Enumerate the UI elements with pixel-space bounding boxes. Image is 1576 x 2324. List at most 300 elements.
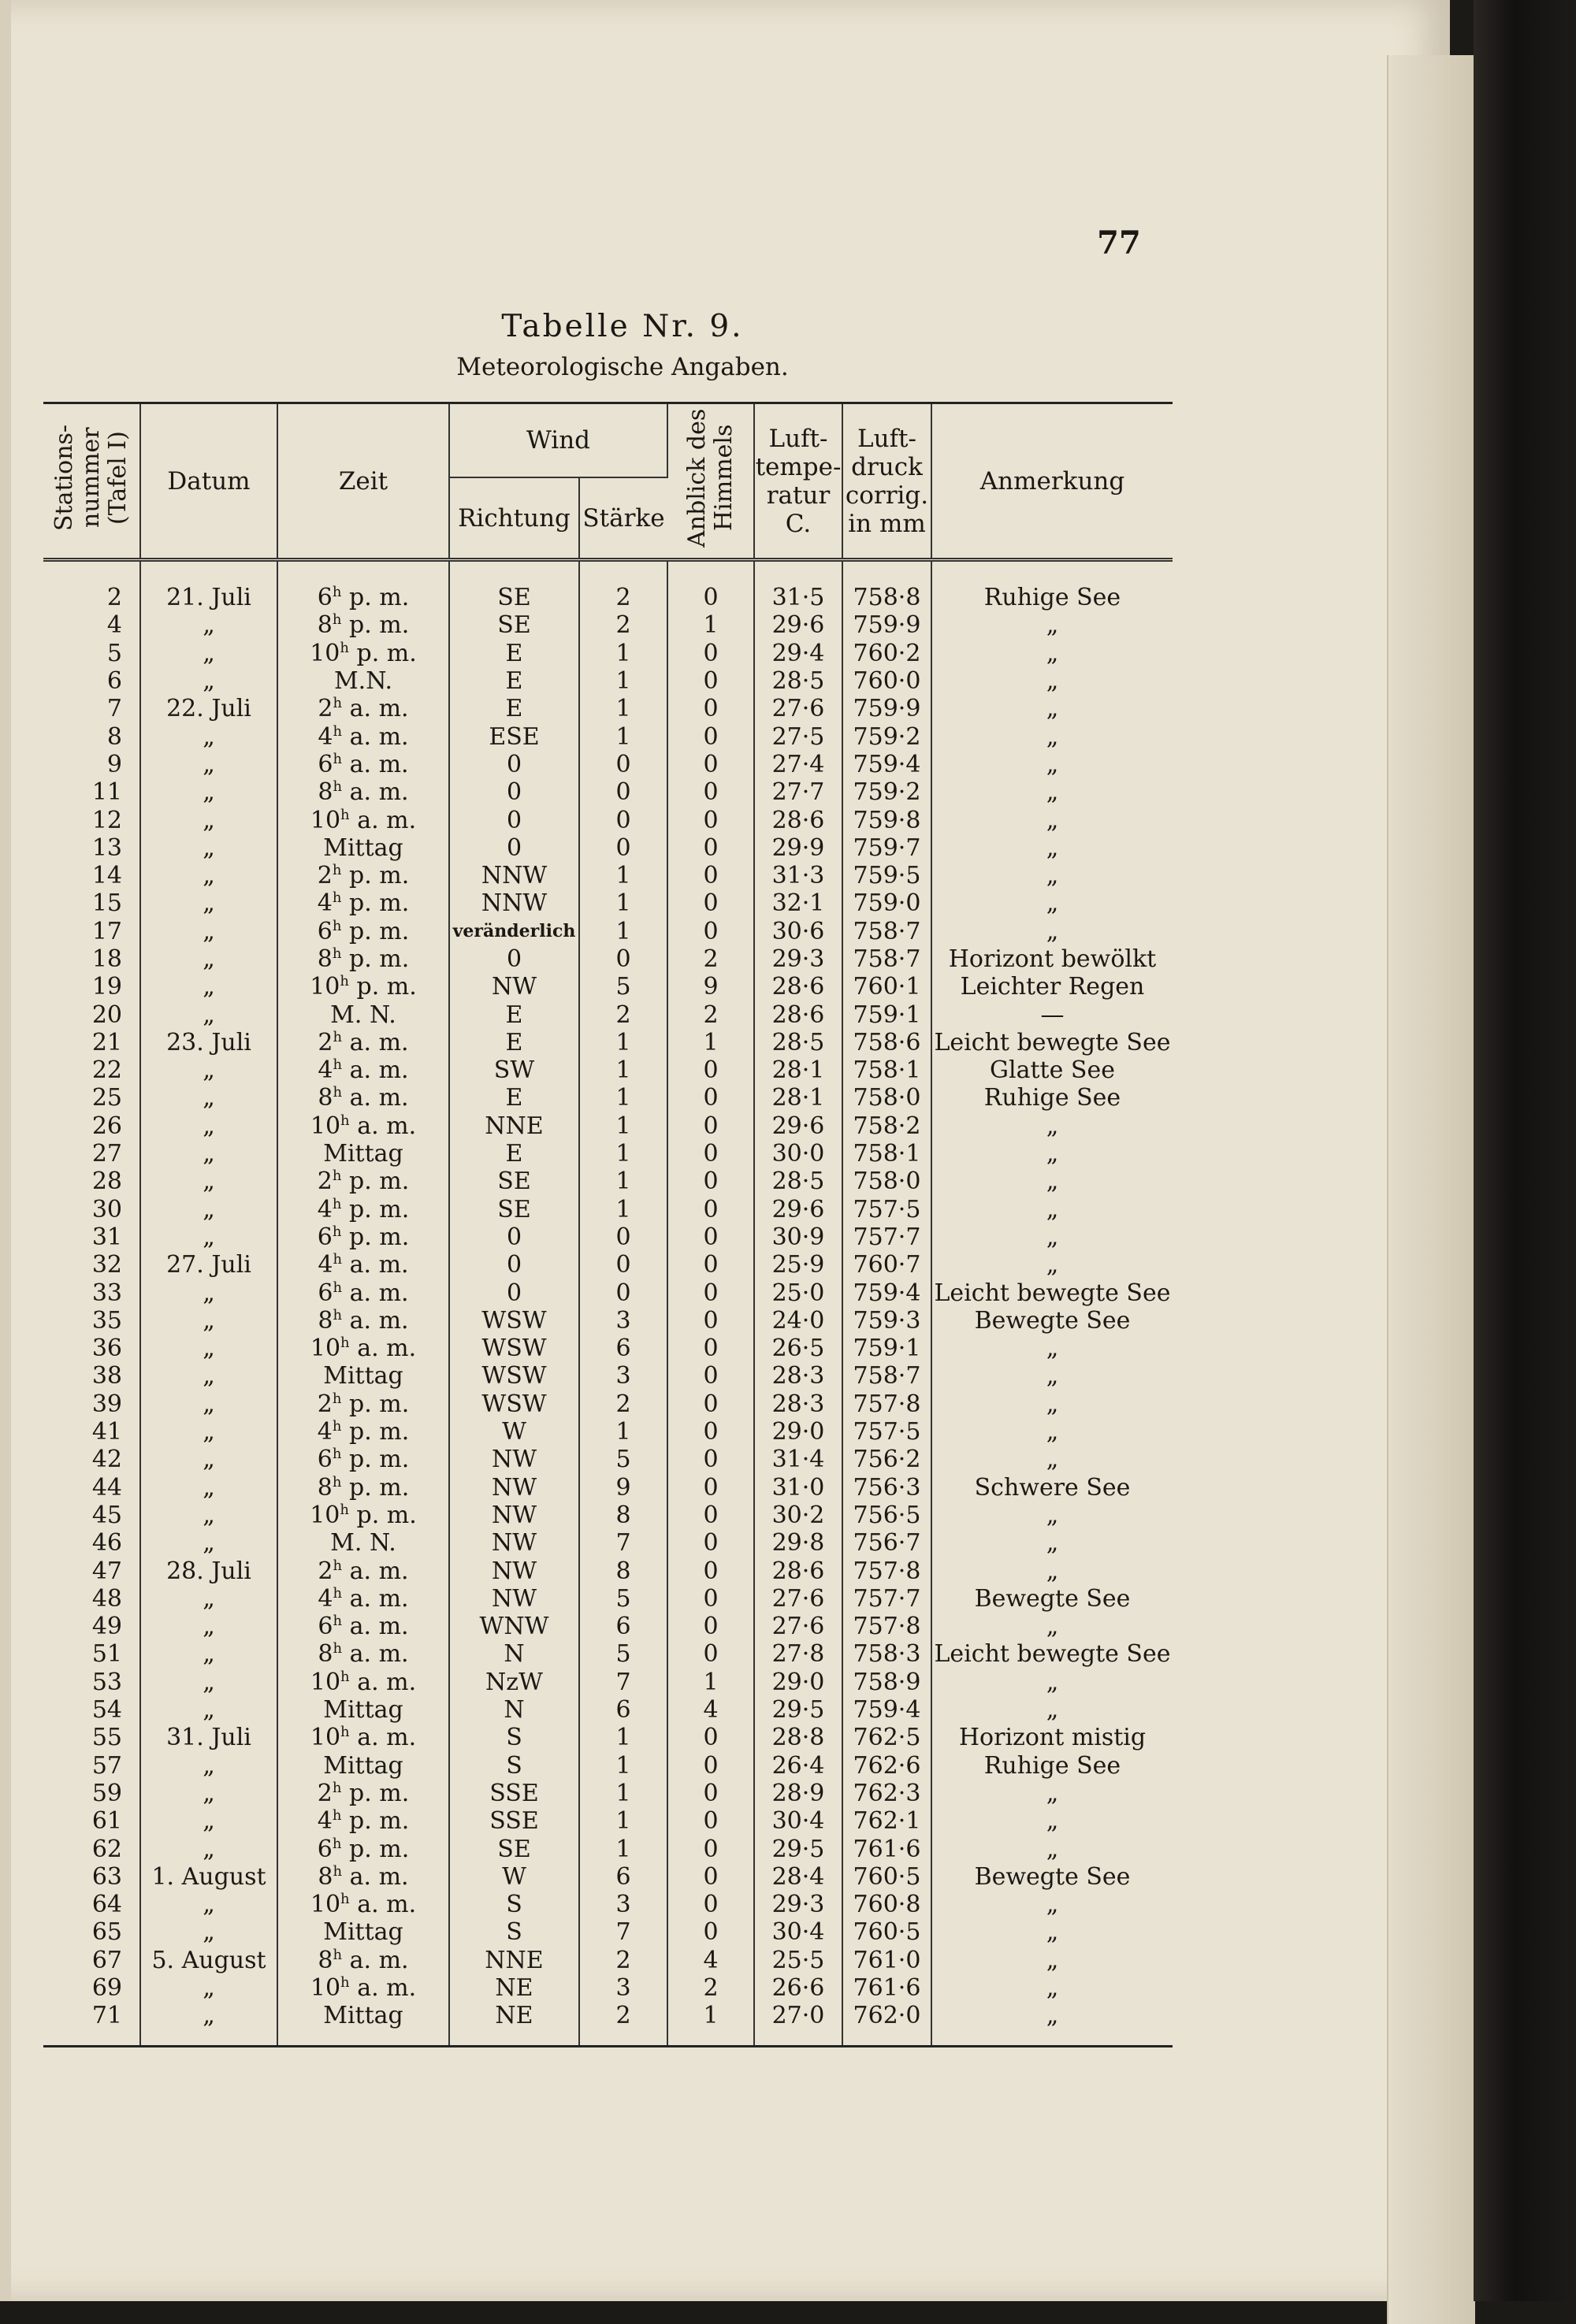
cell-zeit: 8$^h$ a. m.	[277, 1947, 449, 1974]
cell-anmerkung: Bewegte See	[974, 1306, 1131, 1335]
cell-station: 11	[43, 778, 140, 806]
cell-lufttemperatur: 28·9	[754, 1780, 842, 1807]
cell-staerke: 0	[579, 945, 667, 973]
cell-zeit	[277, 1751, 449, 1779]
cell-anblick: 2	[667, 945, 754, 973]
cell-datum: „	[140, 1529, 277, 1557]
cell-staerke: 1	[579, 918, 667, 945]
cell-station: 7	[43, 695, 140, 722]
cell-datum: 1. August	[140, 1863, 277, 1891]
cell-luftdruck: 762·0	[842, 2002, 931, 2045]
cell-lufttemperatur: 27·7	[754, 778, 842, 806]
cell-anmerkung: Ruhige See	[983, 1751, 1121, 1780]
cell-lufttemperatur: 27·6	[754, 1585, 842, 1613]
cell-lufttemperatur: 28·5	[754, 1029, 842, 1056]
cell-zeit: 8$^h$ a. m.	[277, 778, 449, 806]
cell-zeit-hour: 6	[317, 917, 333, 945]
cell-zeit-suffix: Mittag	[323, 1918, 403, 1947]
cell-datum: „	[140, 640, 277, 667]
cell-datum: 31. Juli	[140, 1724, 277, 1751]
header-zeit: Zeit	[277, 404, 449, 560]
cell-zeit-suffix: p. m.	[348, 1835, 410, 1863]
table-row	[43, 1196, 1173, 1223]
cell-staerke: 3	[579, 1891, 667, 1918]
cell-anmerkung: „	[1046, 1891, 1059, 1919]
cell-datum: „	[140, 1640, 277, 1668]
table-row	[43, 695, 1173, 722]
cell-anblick: 0	[667, 1084, 754, 1112]
cell-anmerkung: Leicht bewegte See	[934, 1640, 1171, 1669]
cell-anblick: 0	[667, 1251, 754, 1279]
cell-richtung: SW	[449, 1056, 579, 1084]
cell-zeit-hour: 10	[310, 1973, 341, 2002]
cell-zeit: 8$^h$ p. m.	[277, 1474, 449, 1502]
page-left-edge	[0, 0, 11, 2301]
cell-zeit: 4$^h$ a. m.	[277, 722, 449, 750]
cell-datum: „	[140, 751, 277, 778]
cell-zeit-hour: 10	[310, 1668, 341, 1696]
header-staerke: Stärke	[579, 477, 667, 560]
cell-anmerkung: „	[1046, 1807, 1059, 1836]
cell-station: 32	[43, 1251, 140, 1279]
cell-zeit-hour: 8	[318, 1862, 333, 1891]
table-row	[43, 1251, 1173, 1279]
cell-anblick: 0	[667, 1056, 754, 1084]
cell-zeit-hour: 6	[317, 1446, 333, 1474]
cell-luftdruck: 760·2	[842, 640, 931, 667]
table-row	[43, 1001, 1173, 1028]
cell-zeit: 10$^h$ a. m.	[277, 1112, 449, 1140]
cell-anblick: 0	[667, 1140, 754, 1168]
cell-staerke: 1	[579, 1835, 667, 1862]
cell-richtung: NW	[449, 1557, 579, 1584]
cell-richtung: NW	[449, 1502, 579, 1529]
cell-zeit: 10$^h$ a. m.	[277, 806, 449, 833]
cell-luftdruck: 758·9	[842, 1669, 931, 1696]
cell-station: 59	[43, 1780, 140, 1807]
cell-zeit: 2$^h$ a. m.	[277, 1557, 449, 1584]
table-row	[43, 1112, 1173, 1140]
table-row	[43, 862, 1173, 889]
cell-luftdruck: 757·8	[842, 1613, 931, 1640]
cell-datum: „	[140, 778, 277, 806]
cell-anmerkung: „	[1046, 833, 1059, 862]
cell-richtung: W	[449, 1418, 579, 1446]
cell-zeit: 10$^h$ p. m.	[277, 973, 449, 1001]
cell-zeit	[277, 1140, 449, 1168]
cell-luftdruck: 757·5	[842, 1418, 931, 1446]
cell-richtung: SE	[449, 560, 579, 612]
cell-staerke: 0	[579, 806, 667, 833]
cell-luftdruck: 756·7	[842, 1529, 931, 1557]
cell-anblick: 1	[667, 611, 754, 639]
cell-anblick: 0	[667, 722, 754, 750]
cell-station: 41	[43, 1418, 140, 1446]
cell-luftdruck: 760·5	[842, 1863, 931, 1891]
cell-luftdruck: 759·2	[842, 722, 931, 750]
cell-staerke: 1	[579, 1056, 667, 1084]
cell-staerke: 6	[579, 1863, 667, 1891]
cell-anblick: 0	[667, 834, 754, 862]
cell-lufttemperatur: 28·8	[754, 1724, 842, 1751]
cell-richtung: E	[449, 667, 579, 695]
cell-station: 28	[43, 1168, 140, 1195]
cell-lufttemperatur: 29·6	[754, 1196, 842, 1223]
cell-richtung: E	[449, 1140, 579, 1168]
table-row	[43, 1669, 1173, 1696]
cell-zeit-hour: 8	[318, 1946, 333, 1974]
cell-anblick: 0	[667, 1223, 754, 1251]
cell-zeit-hour: 4	[318, 1056, 333, 1085]
cell-anblick: 0	[667, 889, 754, 917]
cell-richtung: 0	[449, 1223, 579, 1251]
cell-zeit-hour: 10	[310, 1501, 340, 1529]
header-richtung: Richtung	[449, 477, 579, 560]
cell-zeit: 8$^h$ p. m.	[277, 611, 449, 639]
cell-station: 67	[43, 1947, 140, 1974]
cell-staerke: 0	[579, 1279, 667, 1306]
cell-station: 71	[43, 2002, 140, 2045]
cell-lufttemperatur: 29·6	[754, 611, 842, 639]
cell-anmerkung: —	[1040, 1001, 1065, 1029]
cell-station: 15	[43, 889, 140, 917]
cell-anblick: 0	[667, 1502, 754, 1529]
cell-anmerkung: „	[1046, 1446, 1059, 1474]
cell-zeit-suffix: a. m.	[357, 1891, 417, 1919]
cell-richtung: E	[449, 1029, 579, 1056]
cell-datum: „	[140, 862, 277, 889]
cell-luftdruck: 758·0	[842, 1168, 931, 1195]
cell-zeit-hour: 2	[317, 862, 333, 890]
cell-station: 65	[43, 1918, 140, 1946]
cell-lufttemperatur: 28·6	[754, 973, 842, 1001]
cell-staerke: 0	[579, 834, 667, 862]
cell-anblick: 0	[667, 667, 754, 695]
table-row	[43, 1446, 1173, 1473]
cell-zeit-hour: 2	[317, 1390, 333, 1418]
cell-anblick: 0	[667, 1918, 754, 1946]
cell-station: 49	[43, 1613, 140, 1640]
cell-lufttemperatur: 26·4	[754, 1751, 842, 1779]
cell-richtung: veränderlich	[449, 918, 579, 945]
cell-zeit-suffix: p. m.	[348, 1446, 410, 1474]
cell-lufttemperatur: 25·0	[754, 1279, 842, 1306]
cell-zeit-suffix: a. m.	[357, 806, 417, 834]
cell-anblick: 0	[667, 806, 754, 833]
table-row	[43, 1918, 1173, 1946]
cell-richtung: ESE	[449, 722, 579, 750]
cell-richtung: S	[449, 1891, 579, 1918]
cell-anblick: 0	[667, 1168, 754, 1195]
cell-staerke: 2	[579, 1390, 667, 1418]
table-row	[43, 1418, 1173, 1446]
header-luftdruck: Luft-druck corrig. in mm	[842, 404, 931, 560]
cell-datum: „	[140, 611, 277, 639]
cell-anblick: 4	[667, 1696, 754, 1724]
cell-staerke: 1	[579, 862, 667, 889]
cell-lufttemperatur: 28·3	[754, 1362, 842, 1390]
cell-station: 17	[43, 918, 140, 945]
cell-datum: „	[140, 945, 277, 973]
cell-zeit: 4$^h$ p. m.	[277, 1807, 449, 1835]
cell-zeit-suffix: a. m.	[349, 1557, 409, 1585]
cell-anblick: 0	[667, 1335, 754, 1362]
cell-station: 4	[43, 611, 140, 639]
cell-zeit: 4$^h$ p. m.	[277, 1418, 449, 1446]
cell-zeit: 4$^h$ a. m.	[277, 1251, 449, 1279]
cell-lufttemperatur: 26·6	[754, 1974, 842, 2002]
cell-luftdruck: 758·7	[842, 918, 931, 945]
cell-zeit-hour: 8	[317, 1473, 333, 1502]
cell-datum: „	[140, 1446, 277, 1473]
cell-luftdruck: 762·6	[842, 1751, 931, 1779]
table-row	[43, 1029, 1173, 1056]
cell-anmerkung: „	[1046, 1112, 1059, 1140]
cell-zeit-suffix: a. m.	[349, 1613, 409, 1641]
cell-anmerkung: „	[1046, 639, 1059, 667]
cell-lufttemperatur: 31·5	[754, 560, 842, 612]
cell-anmerkung: Horizont bewölkt	[948, 945, 1157, 973]
table-subtitle: Meteorologische Angaben.	[456, 353, 789, 381]
cell-datum: „	[140, 1223, 277, 1251]
header-wind: Wind	[449, 404, 667, 477]
cell-zeit-suffix: p. m.	[348, 1807, 410, 1836]
cell-station: 45	[43, 1502, 140, 1529]
table-row	[43, 1974, 1173, 2002]
cell-lufttemperatur: 28·3	[754, 1390, 842, 1418]
cell-staerke: 0	[579, 1223, 667, 1251]
cell-station: 39	[43, 1390, 140, 1418]
cell-zeit: 2$^h$ p. m.	[277, 1780, 449, 1807]
cell-zeit: 6$^h$ a. m.	[277, 1279, 449, 1306]
cell-anmerkung: „	[1046, 1195, 1059, 1223]
cell-anmerkung: „	[1046, 1335, 1059, 1363]
cell-zeit: 2$^h$ p. m.	[277, 1168, 449, 1195]
cell-anblick: 0	[667, 1446, 754, 1473]
cell-lufttemperatur: 29·0	[754, 1669, 842, 1696]
header-anmerkung: Anmerkung	[931, 404, 1173, 560]
cell-zeit-hour: 2	[318, 1028, 333, 1056]
cell-station: 46	[43, 1529, 140, 1557]
cell-zeit-hour: 6	[317, 1835, 333, 1863]
cell-richtung: NNW	[449, 889, 579, 917]
cell-lufttemperatur: 31·0	[754, 1474, 842, 1502]
cell-richtung: SE	[449, 611, 579, 639]
table-row	[43, 1335, 1173, 1362]
cell-staerke: 9	[579, 1474, 667, 1502]
cell-anblick: 2	[667, 1001, 754, 1028]
cell-anmerkung: „	[1046, 778, 1059, 807]
cell-richtung: SSE	[449, 1780, 579, 1807]
cell-anmerkung: „	[1046, 695, 1059, 723]
cell-station: 69	[43, 1974, 140, 2002]
cell-zeit-suffix: M.N.	[333, 667, 393, 696]
cell-zeit-hour: 6	[318, 750, 333, 778]
cell-lufttemperatur: 29·6	[754, 1112, 842, 1140]
table-row	[43, 1279, 1173, 1306]
cell-anmerkung: Bewegte See	[974, 1584, 1131, 1613]
cell-lufttemperatur: 28·6	[754, 1001, 842, 1028]
cell-anblick: 0	[667, 1807, 754, 1835]
cell-richtung: WSW	[449, 1390, 579, 1418]
table-row	[43, 945, 1173, 973]
cell-luftdruck: 758·1	[842, 1056, 931, 1084]
cell-datum: „	[140, 1112, 277, 1140]
cell-anblick: 1	[667, 1029, 754, 1056]
cell-zeit: 10$^h$ a. m.	[277, 1974, 449, 2002]
cell-station: 63	[43, 1863, 140, 1891]
cell-anblick: 1	[667, 2002, 754, 2045]
cell-zeit	[277, 834, 449, 862]
cell-anmerkung: „	[1046, 1168, 1059, 1196]
cell-zeit-hour: 2	[318, 695, 333, 723]
table-row	[43, 1863, 1173, 1891]
cell-datum: 22. Juli	[140, 695, 277, 722]
cell-luftdruck: 759·7	[842, 834, 931, 862]
cell-richtung: SE	[449, 1196, 579, 1223]
cell-staerke: 7	[579, 1529, 667, 1557]
cell-lufttemperatur: 30·2	[754, 1502, 842, 1529]
cell-datum: „	[140, 918, 277, 945]
cell-zeit-hour: 2	[317, 1779, 333, 1807]
cell-lufttemperatur: 27·5	[754, 722, 842, 750]
cell-zeit: 6$^h$ p. m.	[277, 1223, 449, 1251]
cell-staerke: 3	[579, 1974, 667, 2002]
cell-zeit-suffix: M. N.	[330, 1529, 396, 1557]
cell-anmerkung: „	[1046, 1223, 1059, 1251]
cell-zeit-suffix: a. m.	[357, 1668, 417, 1696]
table-row	[43, 778, 1173, 806]
cell-richtung: NW	[449, 973, 579, 1001]
cell-datum: „	[140, 667, 277, 695]
cell-zeit-hour: 8	[317, 611, 333, 640]
cell-zeit: 6$^h$ p. m.	[277, 918, 449, 945]
cell-datum: „	[140, 1474, 277, 1502]
cell-station: 25	[43, 1084, 140, 1112]
cell-station: 55	[43, 1724, 140, 1751]
cell-luftdruck: 762·3	[842, 1780, 931, 1807]
cell-lufttemperatur: 27·4	[754, 751, 842, 778]
cell-lufttemperatur: 28·4	[754, 1863, 842, 1891]
cell-luftdruck: 759·4	[842, 1696, 931, 1724]
cell-richtung: NE	[449, 1974, 579, 2002]
cell-richtung: W	[449, 1863, 579, 1891]
cell-anblick: 0	[667, 1196, 754, 1223]
table-row	[43, 751, 1173, 778]
cell-zeit: 2$^h$ p. m.	[277, 1390, 449, 1418]
table-row	[43, 1891, 1173, 1918]
cell-richtung: E	[449, 1001, 579, 1028]
cell-luftdruck: 759·1	[842, 1335, 931, 1362]
cell-staerke: 1	[579, 1418, 667, 1446]
cell-anblick: 0	[667, 1751, 754, 1779]
cell-lufttemperatur: 28·1	[754, 1056, 842, 1084]
table-row	[43, 1307, 1173, 1335]
cell-richtung: SE	[449, 1835, 579, 1862]
cell-staerke: 2	[579, 2002, 667, 2045]
cell-staerke: 3	[579, 1362, 667, 1390]
cell-station: 36	[43, 1335, 140, 1362]
table-row	[43, 889, 1173, 917]
cell-lufttemperatur: 27·6	[754, 695, 842, 722]
cell-richtung: WSW	[449, 1307, 579, 1335]
cell-luftdruck: 758·2	[842, 1112, 931, 1140]
cell-zeit-hour: 2	[318, 1557, 333, 1585]
cell-datum: „	[140, 1196, 277, 1223]
cell-anmerkung: „	[1046, 722, 1059, 751]
cell-staerke: 1	[579, 1196, 667, 1223]
cell-lufttemperatur: 32·1	[754, 889, 842, 917]
cell-richtung: N	[449, 1696, 579, 1724]
cell-luftdruck: 759·2	[842, 778, 931, 806]
cell-lufttemperatur: 29·5	[754, 1835, 842, 1862]
cell-staerke: 2	[579, 1001, 667, 1028]
cell-station: 14	[43, 862, 140, 889]
table-row	[43, 2002, 1173, 2045]
cell-station: 27	[43, 1140, 140, 1168]
cell-zeit-hour: 10	[310, 1891, 341, 1919]
cell-zeit-suffix: p. m.	[356, 1501, 417, 1529]
cell-datum: „	[140, 1390, 277, 1418]
cell-lufttemperatur: 30·0	[754, 1140, 842, 1168]
cell-anmerkung: „	[1046, 1973, 1059, 2002]
table-row	[43, 1807, 1173, 1835]
cell-luftdruck: 757·7	[842, 1585, 931, 1613]
table-row	[43, 1168, 1173, 1195]
cell-anblick: 0	[667, 640, 754, 667]
cell-zeit-hour: 2	[317, 1168, 333, 1196]
cell-staerke: 5	[579, 1640, 667, 1668]
cell-zeit-suffix: p. m.	[348, 917, 410, 945]
cell-datum: „	[140, 1279, 277, 1306]
cell-zeit-hour: 6	[318, 1613, 333, 1641]
page-stack-edge	[1387, 55, 1475, 2324]
cell-zeit: 8$^h$ p. m.	[277, 945, 449, 973]
table-row	[43, 1724, 1173, 1751]
cell-luftdruck: 758·1	[842, 1140, 931, 1168]
cell-lufttemperatur: 28·1	[754, 1084, 842, 1112]
cell-zeit: 6$^h$ a. m.	[277, 751, 449, 778]
cell-richtung: NE	[449, 2002, 579, 2045]
cell-zeit-suffix: p. m.	[348, 1779, 410, 1807]
cell-zeit: 10$^h$ p. m.	[277, 640, 449, 667]
table-row	[43, 1056, 1173, 1084]
cell-lufttemperatur: 27·6	[754, 1613, 842, 1640]
cell-luftdruck: 759·5	[842, 862, 931, 889]
table-row	[43, 1529, 1173, 1557]
cell-anmerkung: „	[1046, 1362, 1059, 1390]
cell-zeit-suffix: p. m.	[348, 889, 410, 918]
cell-richtung: NNE	[449, 1947, 579, 1974]
table-row	[43, 834, 1173, 862]
cell-anmerkung: Leicht bewegte See	[934, 1028, 1171, 1056]
cell-richtung: WNW	[449, 1613, 579, 1640]
cell-zeit-suffix: a. m.	[349, 1862, 409, 1891]
cell-zeit-hour: 10	[310, 806, 341, 834]
cell-station: 9	[43, 751, 140, 778]
cell-luftdruck: 757·8	[842, 1390, 931, 1418]
cell-zeit-suffix: Mittag	[323, 1696, 403, 1724]
cell-anblick: 0	[667, 918, 754, 945]
cell-anmerkung: Horizont mistig	[958, 1724, 1147, 1752]
cell-zeit-suffix: p. m.	[348, 611, 410, 640]
cell-anblick: 1	[667, 1669, 754, 1696]
cell-anblick: 0	[667, 1891, 754, 1918]
table-row	[43, 667, 1173, 695]
cell-luftdruck: 758·6	[842, 1029, 931, 1056]
header-datum: Datum	[140, 404, 277, 560]
cell-richtung: NNW	[449, 862, 579, 889]
